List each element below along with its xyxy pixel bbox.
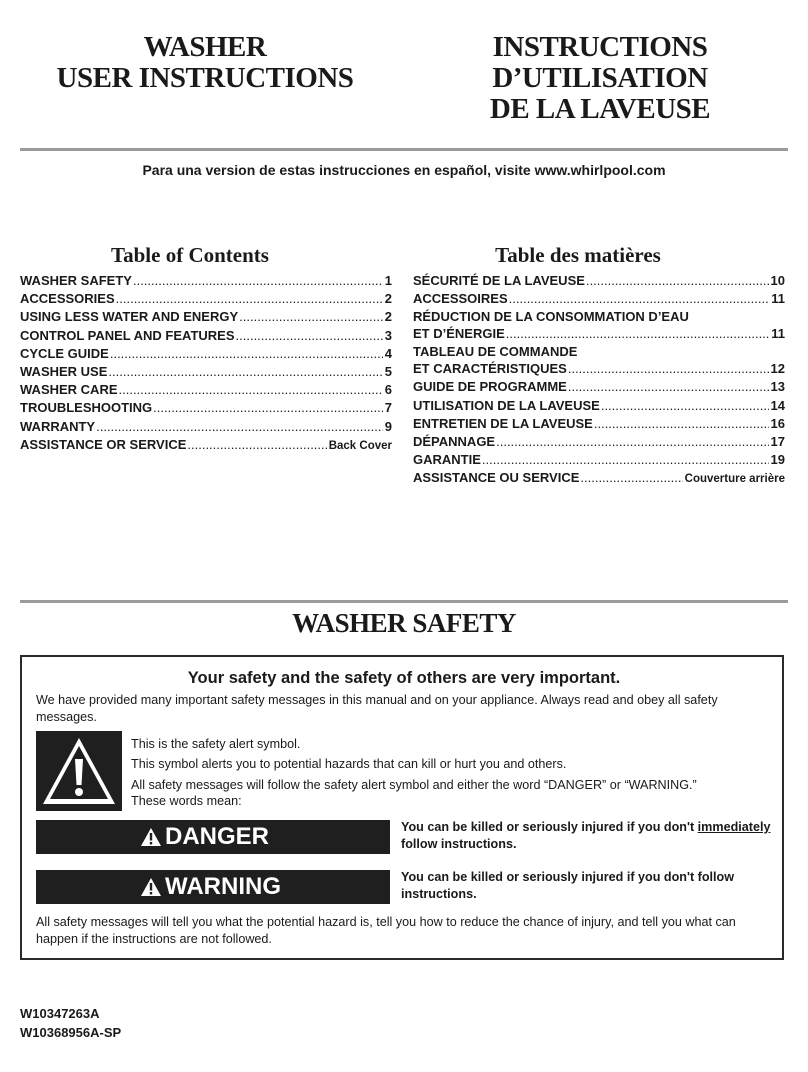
toc-entry-label: WARRANTY xyxy=(20,418,96,434)
toc-entry-label: ET CARACTÉRISTIQUES xyxy=(413,361,567,377)
toc-entry[interactable] xyxy=(413,433,785,451)
toc-leader-dots xyxy=(133,272,383,290)
toc-leader-dots xyxy=(580,469,682,487)
toc-leader-dots xyxy=(506,325,770,342)
toc-entry[interactable] xyxy=(20,363,392,381)
toc-entry[interactable] xyxy=(20,381,392,399)
danger-description xyxy=(401,819,781,853)
safety-outro-text: All safety messages will tell you what the potential hazard is, tell you how to reduce the chance of injury, and tell you what can happen if the instructions are not followed. xyxy=(36,915,736,946)
toc-entry[interactable] xyxy=(413,378,785,396)
toc-entry[interactable] xyxy=(20,327,392,345)
toc-entry-label: CONTROL PANEL AND FEATURES xyxy=(20,327,235,343)
toc-entry-label: WASHER SAFETY xyxy=(20,273,132,288)
toc-leader-dots xyxy=(568,378,769,396)
toc-leader-dots xyxy=(239,308,383,326)
warning-alert-icon xyxy=(140,877,162,897)
toc-entry-page: 11 xyxy=(771,326,785,342)
toc-entry-page: 16 xyxy=(770,415,785,431)
toc-leader-dots xyxy=(187,436,326,454)
toc-entry-page: 7 xyxy=(384,400,392,416)
title-french-line: D’UTILISATION xyxy=(492,62,708,94)
toc-entry-page: 6 xyxy=(384,382,392,398)
toc-entry-page: 2 xyxy=(384,309,392,325)
toc-entry-page: 14 xyxy=(770,397,785,413)
toc-entry-label: TROUBLESHOOTING xyxy=(20,400,153,416)
danger-signal-bar xyxy=(36,820,390,854)
toc-entry[interactable] xyxy=(20,436,392,454)
toc-leader-dots xyxy=(153,399,383,417)
danger-alert-icon xyxy=(140,827,162,847)
warning-description: You can be killed or seriously injured if you don't follow instructions. xyxy=(401,870,735,901)
toc-entry-label: SÉCURITÉ DE LA LAVEUSE xyxy=(413,273,585,288)
divider-rule xyxy=(20,600,788,603)
title-english xyxy=(40,32,370,94)
toc-entry-label: ET D’ÉNERGIE xyxy=(413,326,505,342)
toc-leader-dots xyxy=(496,433,768,451)
toc-entry-page: 1 xyxy=(384,273,392,288)
toc-leader-dots xyxy=(108,363,382,381)
toc-entry[interactable] xyxy=(20,418,392,436)
toc-entry[interactable] xyxy=(20,399,392,417)
toc-entry-label: DÉPANNAGE xyxy=(413,433,496,449)
toc-entry-label: WASHER CARE xyxy=(20,382,118,398)
part-numbers xyxy=(20,1004,121,1042)
safety-box-title: Your safety and the safety of others are very important. xyxy=(187,669,621,687)
toc-entry-page: 11 xyxy=(771,291,785,307)
toc-french xyxy=(413,272,785,488)
safety-alert-triangle-icon xyxy=(36,731,122,811)
toc-entry[interactable] xyxy=(413,343,785,378)
divider-rule xyxy=(20,148,788,151)
danger-desc-emphasis: immediately xyxy=(697,820,771,834)
toc-entry-page: 17 xyxy=(770,433,785,449)
part-number: W10347263A xyxy=(20,1006,100,1021)
toc-leader-dots xyxy=(482,451,769,469)
toc-entry-label: WASHER USE xyxy=(20,363,108,379)
spanish-version-note: Para una version de estas instrucciones en español, visite www.whirlpool.com xyxy=(142,162,666,178)
alert-text-line: This is the safety alert symbol. xyxy=(131,737,301,751)
toc-leader-dots xyxy=(509,290,770,308)
toc-leader-dots xyxy=(594,415,769,433)
toc-entry[interactable] xyxy=(413,308,785,343)
toc-entry[interactable] xyxy=(413,397,785,415)
toc-entry-page: 3 xyxy=(384,327,392,343)
toc-entry-page: 5 xyxy=(384,363,392,379)
toc-entry[interactable] xyxy=(20,345,392,363)
toc-entry-label: ASSISTANCE OR SERVICE xyxy=(20,436,187,452)
toc-leader-dots xyxy=(236,327,383,345)
alert-text-line: All safety messages will follow the safety alert symbol and either the word “DANGER” or “WARNING.” xyxy=(131,778,697,792)
toc-entry-label: CYCLE GUIDE xyxy=(20,345,109,361)
toc-heading-english: Table of Contents xyxy=(111,243,269,267)
toc-entry-label: UTILISATION DE LA LAVEUSE xyxy=(413,397,600,413)
toc-entry[interactable] xyxy=(413,451,785,469)
title-english-line: WASHER xyxy=(143,31,267,63)
toc-entry[interactable] xyxy=(20,272,392,290)
toc-leader-dots xyxy=(110,345,383,363)
toc-entry-page: 10 xyxy=(770,273,785,288)
toc-entry[interactable] xyxy=(413,469,785,487)
toc-entry[interactable] xyxy=(20,308,392,326)
alert-text-line: These words mean: xyxy=(131,794,242,808)
toc-entry-label: GUIDE DE PROGRAMME xyxy=(413,379,567,395)
warning-signal-bar xyxy=(36,870,390,904)
alert-text-line: This symbol alerts you to potential hazards that can kill or hurt you and others. xyxy=(131,757,567,771)
title-french xyxy=(440,32,760,125)
toc-leader-dots xyxy=(568,360,769,377)
toc-entry-label: GARANTIE xyxy=(413,452,481,468)
toc-entry-first-line: TABLEAU DE COMMANDE xyxy=(413,344,578,360)
toc-leader-dots xyxy=(116,290,383,308)
toc-entry-label: ACCESSORIES xyxy=(20,291,115,307)
toc-entry-page: 9 xyxy=(384,418,392,434)
toc-entry-label: ACCESSOIRES xyxy=(413,291,508,307)
toc-leader-dots xyxy=(119,381,383,399)
toc-entry[interactable] xyxy=(20,290,392,308)
toc-entry[interactable] xyxy=(413,290,785,308)
toc-entry-label: USING LESS WATER AND ENERGY xyxy=(20,309,239,325)
part-number: W10368956A-SP xyxy=(20,1025,122,1040)
toc-entry-page: Couverture arrière xyxy=(684,473,785,486)
toc-heading-french: Table des matières xyxy=(495,243,661,267)
danger-desc-text: You can be killed or seriously injured if you don't xyxy=(401,820,698,834)
toc-entry-page: 19 xyxy=(770,452,785,468)
danger-desc-text: follow instructions. xyxy=(401,837,517,851)
safety-intro-text: We have provided many important safety messages in this manual and on your appliance. Always read and obey all safety messages. xyxy=(36,693,718,724)
toc-entry-page: 2 xyxy=(384,291,392,307)
title-english-line: USER INSTRUCTIONS xyxy=(56,62,354,94)
toc-entry[interactable] xyxy=(413,272,785,290)
toc-entry-page: 13 xyxy=(770,379,785,395)
toc-entry-label: ASSISTANCE OU SERVICE xyxy=(413,470,580,486)
toc-entry-page: 12 xyxy=(770,361,785,377)
toc-entry-page: Back Cover xyxy=(328,439,392,452)
toc-leader-dots xyxy=(601,397,769,415)
toc-leader-dots xyxy=(96,418,383,436)
toc-entry[interactable] xyxy=(413,415,785,433)
title-french-line: INSTRUCTIONS xyxy=(492,31,708,63)
warning-label: WARNING xyxy=(165,873,281,900)
toc-leader-dots xyxy=(586,272,769,290)
toc-entry-label: ENTRETIEN DE LA LAVEUSE xyxy=(413,415,593,431)
title-french-line: DE LA LAVEUSE xyxy=(489,93,711,125)
toc-entry-page: 4 xyxy=(384,345,392,361)
washer-safety-heading: WASHER SAFETY xyxy=(292,608,516,638)
toc-english xyxy=(20,272,392,454)
toc-entry-first-line: RÉDUCTION DE LA CONSOMMATION D’EAU xyxy=(413,309,689,325)
danger-label: DANGER xyxy=(165,823,270,850)
